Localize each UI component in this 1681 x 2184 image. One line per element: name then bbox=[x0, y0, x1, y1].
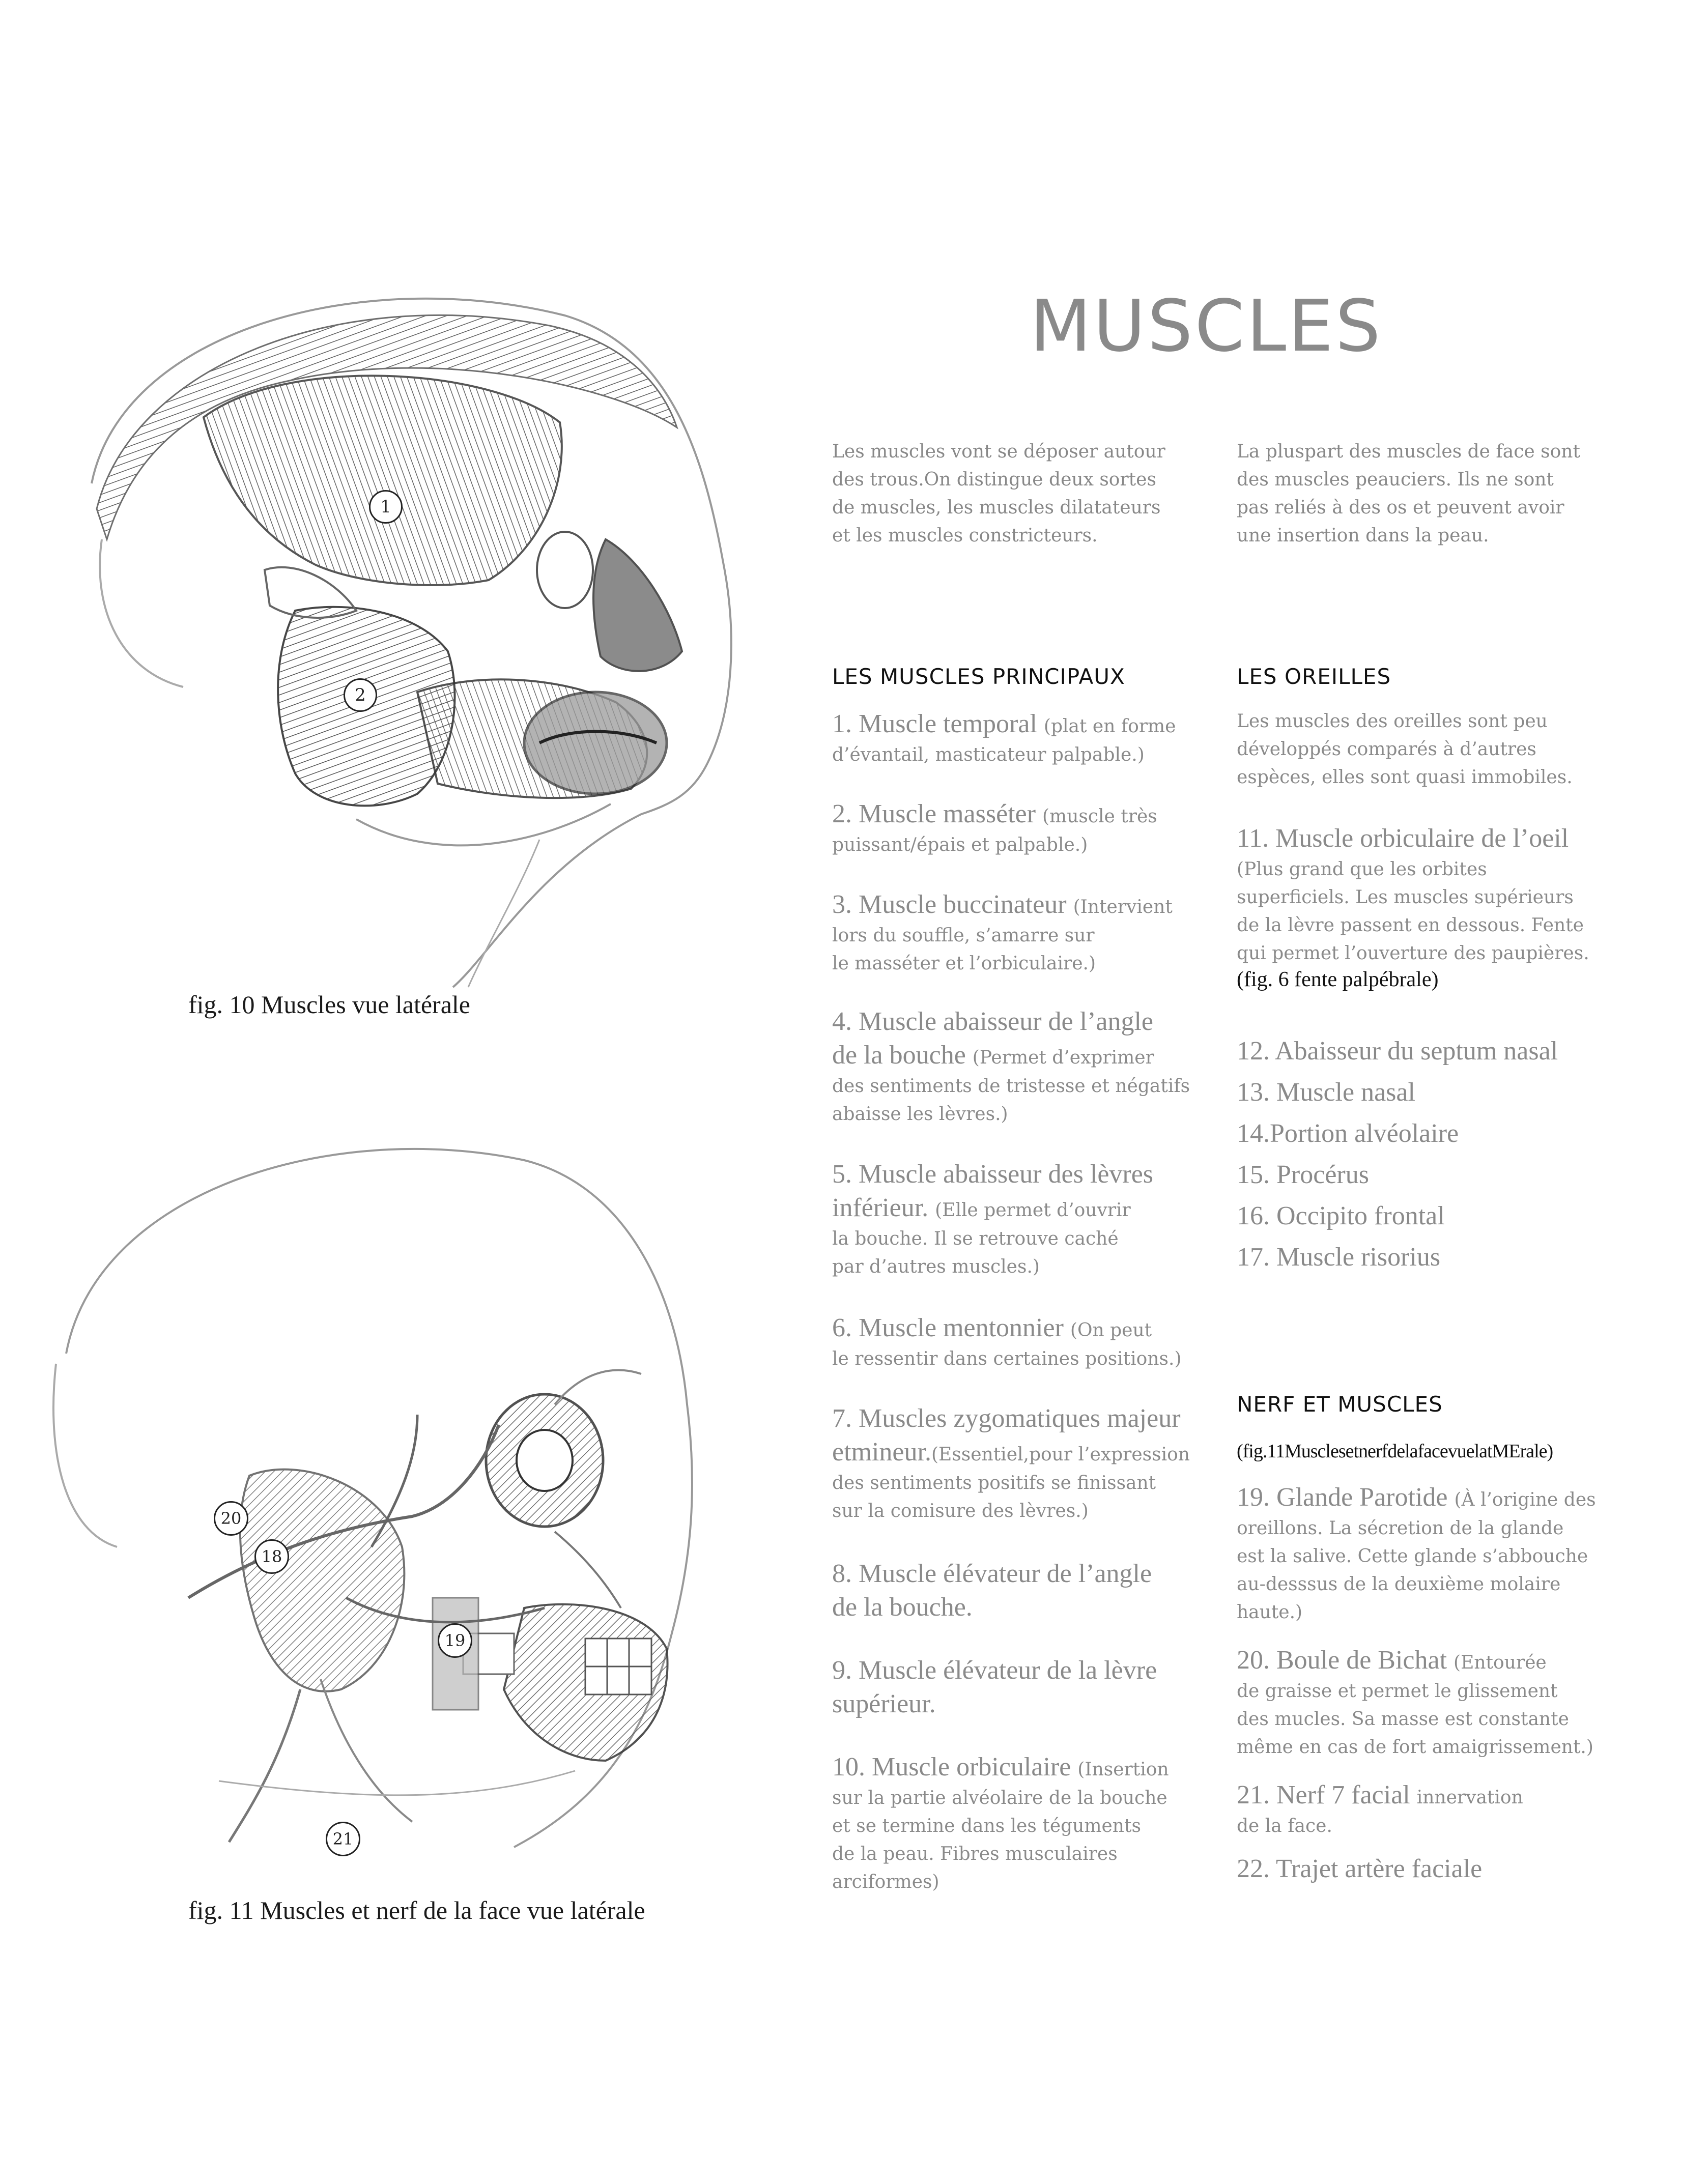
list-item: 17. Muscle risorius bbox=[1237, 1243, 1441, 1272]
heading-nerf-et-muscles: NERF ET MUSCLES bbox=[1237, 1392, 1443, 1417]
list-item bbox=[832, 1402, 1224, 1525]
figure-11-drawing bbox=[15, 1099, 768, 1862]
item-desc: de graisse et permet le glissement bbox=[1237, 1681, 1558, 1702]
item-desc: (Entourée bbox=[1454, 1652, 1547, 1673]
marker-2: 2 bbox=[344, 678, 377, 712]
item-desc: (À l’origine des bbox=[1454, 1489, 1596, 1510]
item-lead: 19. Glande Parotide bbox=[1237, 1483, 1455, 1512]
oreilles-intro bbox=[1237, 707, 1629, 791]
item-desc: (Permet d’exprimer bbox=[972, 1047, 1154, 1068]
item-desc: (plat en forme bbox=[1043, 716, 1176, 737]
item-lead: 4. Muscle abaisseur de l’angle bbox=[832, 1007, 1154, 1036]
item-lead: 6. Muscle mentonnier bbox=[832, 1313, 1070, 1342]
figure-11-caption: fig. 11 Muscles et nerf de la face vue latérale bbox=[188, 1896, 645, 1924]
item-desc: de la peau. Fibres musculaires bbox=[832, 1844, 1118, 1864]
item-desc: par d’autres muscles.) bbox=[832, 1256, 1040, 1277]
item-desc: haute.) bbox=[1237, 1602, 1303, 1623]
list-item: 16. Occipito frontal bbox=[1237, 1201, 1445, 1230]
item-lead: 21. Nerf 7 facial bbox=[1237, 1780, 1417, 1809]
list-item bbox=[832, 1654, 1224, 1721]
item-lead: 9. Muscle élévateur de la lèvre bbox=[832, 1656, 1157, 1685]
marker-21: 21 bbox=[326, 1822, 360, 1856]
page-title: MUSCLES bbox=[1030, 285, 1383, 368]
item-figure-ref: (fig. 6 fente palpébrale) bbox=[1237, 968, 1439, 991]
figure-reference: (fig.11MusclesetnerfdelafacevuelatMErale) bbox=[1237, 1441, 1553, 1462]
intro-line: des trous.On distingue deux sortes bbox=[832, 469, 1156, 490]
item-desc: oreillons. La sécretion de la glande bbox=[1237, 1518, 1564, 1539]
list-item bbox=[1237, 1644, 1629, 1761]
item-desc: des sentiments de tristesse et négatifs bbox=[832, 1076, 1190, 1097]
intro-line: espèces, elles sont quasi immobiles. bbox=[1237, 767, 1573, 788]
intro-left bbox=[832, 438, 1219, 550]
list-item bbox=[832, 888, 1224, 978]
item-desc: même en cas de fort amaigrissement.) bbox=[1237, 1737, 1593, 1758]
item-desc: la bouche. Il se retrouve caché bbox=[832, 1228, 1119, 1249]
intro-line: Les muscles vont se déposer autour bbox=[832, 441, 1165, 462]
item-desc: (Plus grand que les orbites bbox=[1237, 859, 1487, 880]
item-desc: puissant/épais et palpable.) bbox=[832, 835, 1088, 855]
item-desc: le masséter et l’orbiculaire.) bbox=[832, 953, 1096, 974]
item-desc: (Insertion bbox=[1077, 1759, 1169, 1780]
item-desc: au-desssus de la deuxième molaire bbox=[1237, 1574, 1561, 1595]
item-desc: sur la comisure des lèvres.) bbox=[832, 1501, 1089, 1521]
item-desc: arciformes) bbox=[832, 1872, 939, 1892]
list-item bbox=[832, 1750, 1224, 1896]
item-desc: des sentiments positifs se finissant bbox=[832, 1473, 1156, 1493]
intro-line: et les muscles constricteurs. bbox=[832, 525, 1098, 546]
list-item: 13. Muscle nasal bbox=[1237, 1078, 1415, 1107]
item-lead: 20. Boule de Bichat bbox=[1237, 1646, 1454, 1675]
marker-1: 1 bbox=[369, 490, 403, 524]
item-desc: le ressentir dans certaines positions.) bbox=[832, 1348, 1182, 1369]
intro-line: une insertion dans la peau. bbox=[1237, 525, 1489, 546]
item-desc: innervation bbox=[1416, 1787, 1523, 1808]
item-lead: 11. Muscle orbiculaire de l’oeil bbox=[1237, 824, 1569, 853]
item-desc: (Elle permet d’ouvrir bbox=[935, 1200, 1131, 1221]
list-item bbox=[832, 797, 1224, 859]
list-item: 15. Procérus bbox=[1237, 1160, 1369, 1189]
list-item bbox=[832, 1557, 1224, 1624]
heading-oreilles: LES OREILLES bbox=[1237, 664, 1391, 689]
intro-line: Les muscles des oreilles sont peu bbox=[1237, 711, 1548, 732]
item-desc: est la salive. Cette glande s’abbouche bbox=[1237, 1546, 1588, 1567]
item-desc: abaisse les lèvres.) bbox=[832, 1104, 1008, 1125]
item-desc: superficiels. Les muscles supérieurs bbox=[1237, 887, 1574, 908]
item-lead: de la bouche bbox=[832, 1041, 973, 1070]
item-lead: 8. Muscle élévateur de l’angle bbox=[832, 1559, 1152, 1588]
item-lead: etmineur. bbox=[832, 1438, 931, 1467]
item-desc: lors du souffle, s’amarre sur bbox=[832, 925, 1095, 946]
item-desc: qui permet l’ouverture des paupières. bbox=[1237, 943, 1589, 964]
figure-10-drawing bbox=[31, 254, 794, 992]
marker-20: 20 bbox=[214, 1501, 248, 1536]
item-desc: et se termine dans les téguments bbox=[832, 1816, 1141, 1836]
item-lead: 1. Muscle temporal bbox=[832, 709, 1044, 738]
item-lead: 3. Muscle buccinateur bbox=[832, 890, 1073, 919]
item-desc: (Intervient bbox=[1073, 897, 1173, 917]
intro-line: pas reliés à des os et peuvent avoir bbox=[1237, 497, 1564, 518]
item-lead: inférieur. bbox=[832, 1193, 935, 1222]
item-desc: des mucles. Sa masse est constante bbox=[1237, 1709, 1569, 1730]
item-lead: 7. Muscles zygomatiques majeur bbox=[832, 1404, 1181, 1433]
intro-line: des muscles peauciers. Ils ne sont bbox=[1237, 469, 1554, 490]
list-item: 14.Portion alvéolaire bbox=[1237, 1119, 1459, 1148]
intro-right bbox=[1237, 438, 1623, 550]
intro-line: de muscles, les muscles dilatateurs bbox=[832, 497, 1161, 518]
list-item bbox=[1237, 1852, 1629, 1886]
item-lead: 10. Muscle orbiculaire bbox=[832, 1752, 1078, 1781]
item-lead: supérieur. bbox=[832, 1689, 936, 1718]
item-desc: d’évantail, masticateur palpable.) bbox=[832, 744, 1145, 765]
item-lead: 2. Muscle masséter bbox=[832, 799, 1043, 828]
list-item bbox=[832, 1158, 1224, 1281]
marker-19: 19 bbox=[438, 1623, 472, 1658]
item-lead: 5. Muscle abaisseur des lèvres bbox=[832, 1160, 1154, 1189]
intro-line: La pluspart des muscles de face sont bbox=[1237, 441, 1580, 462]
oreilles-list bbox=[1237, 1030, 1629, 1278]
item-desc: (On peut bbox=[1070, 1320, 1152, 1341]
item-lead: 22. Trajet artère faciale bbox=[1237, 1854, 1483, 1883]
list-item bbox=[832, 1311, 1224, 1373]
list-item bbox=[1237, 1778, 1629, 1840]
list-item bbox=[1237, 822, 1629, 992]
item-desc: (Essentiel,pour l’expression bbox=[931, 1444, 1190, 1465]
figure-10-caption: fig. 10 Muscles vue latérale bbox=[188, 990, 470, 1019]
intro-line: développés comparés à d’autres bbox=[1237, 739, 1536, 760]
item-desc: sur la partie alvéolaire de la bouche bbox=[832, 1788, 1167, 1808]
list-item: 12. Abaisseur du septum nasal bbox=[1237, 1037, 1558, 1066]
heading-muscles-principaux: LES MUSCLES PRINCIPAUX bbox=[832, 664, 1125, 689]
item-desc: (muscle très bbox=[1042, 806, 1157, 827]
item-desc: de la lèvre passent en dessous. Fente bbox=[1237, 915, 1584, 936]
item-lead: de la bouche. bbox=[832, 1593, 973, 1622]
list-item bbox=[1237, 1481, 1629, 1626]
item-desc: de la face. bbox=[1237, 1816, 1332, 1836]
list-item bbox=[832, 1005, 1224, 1128]
marker-18: 18 bbox=[254, 1539, 289, 1574]
list-item bbox=[832, 707, 1224, 769]
